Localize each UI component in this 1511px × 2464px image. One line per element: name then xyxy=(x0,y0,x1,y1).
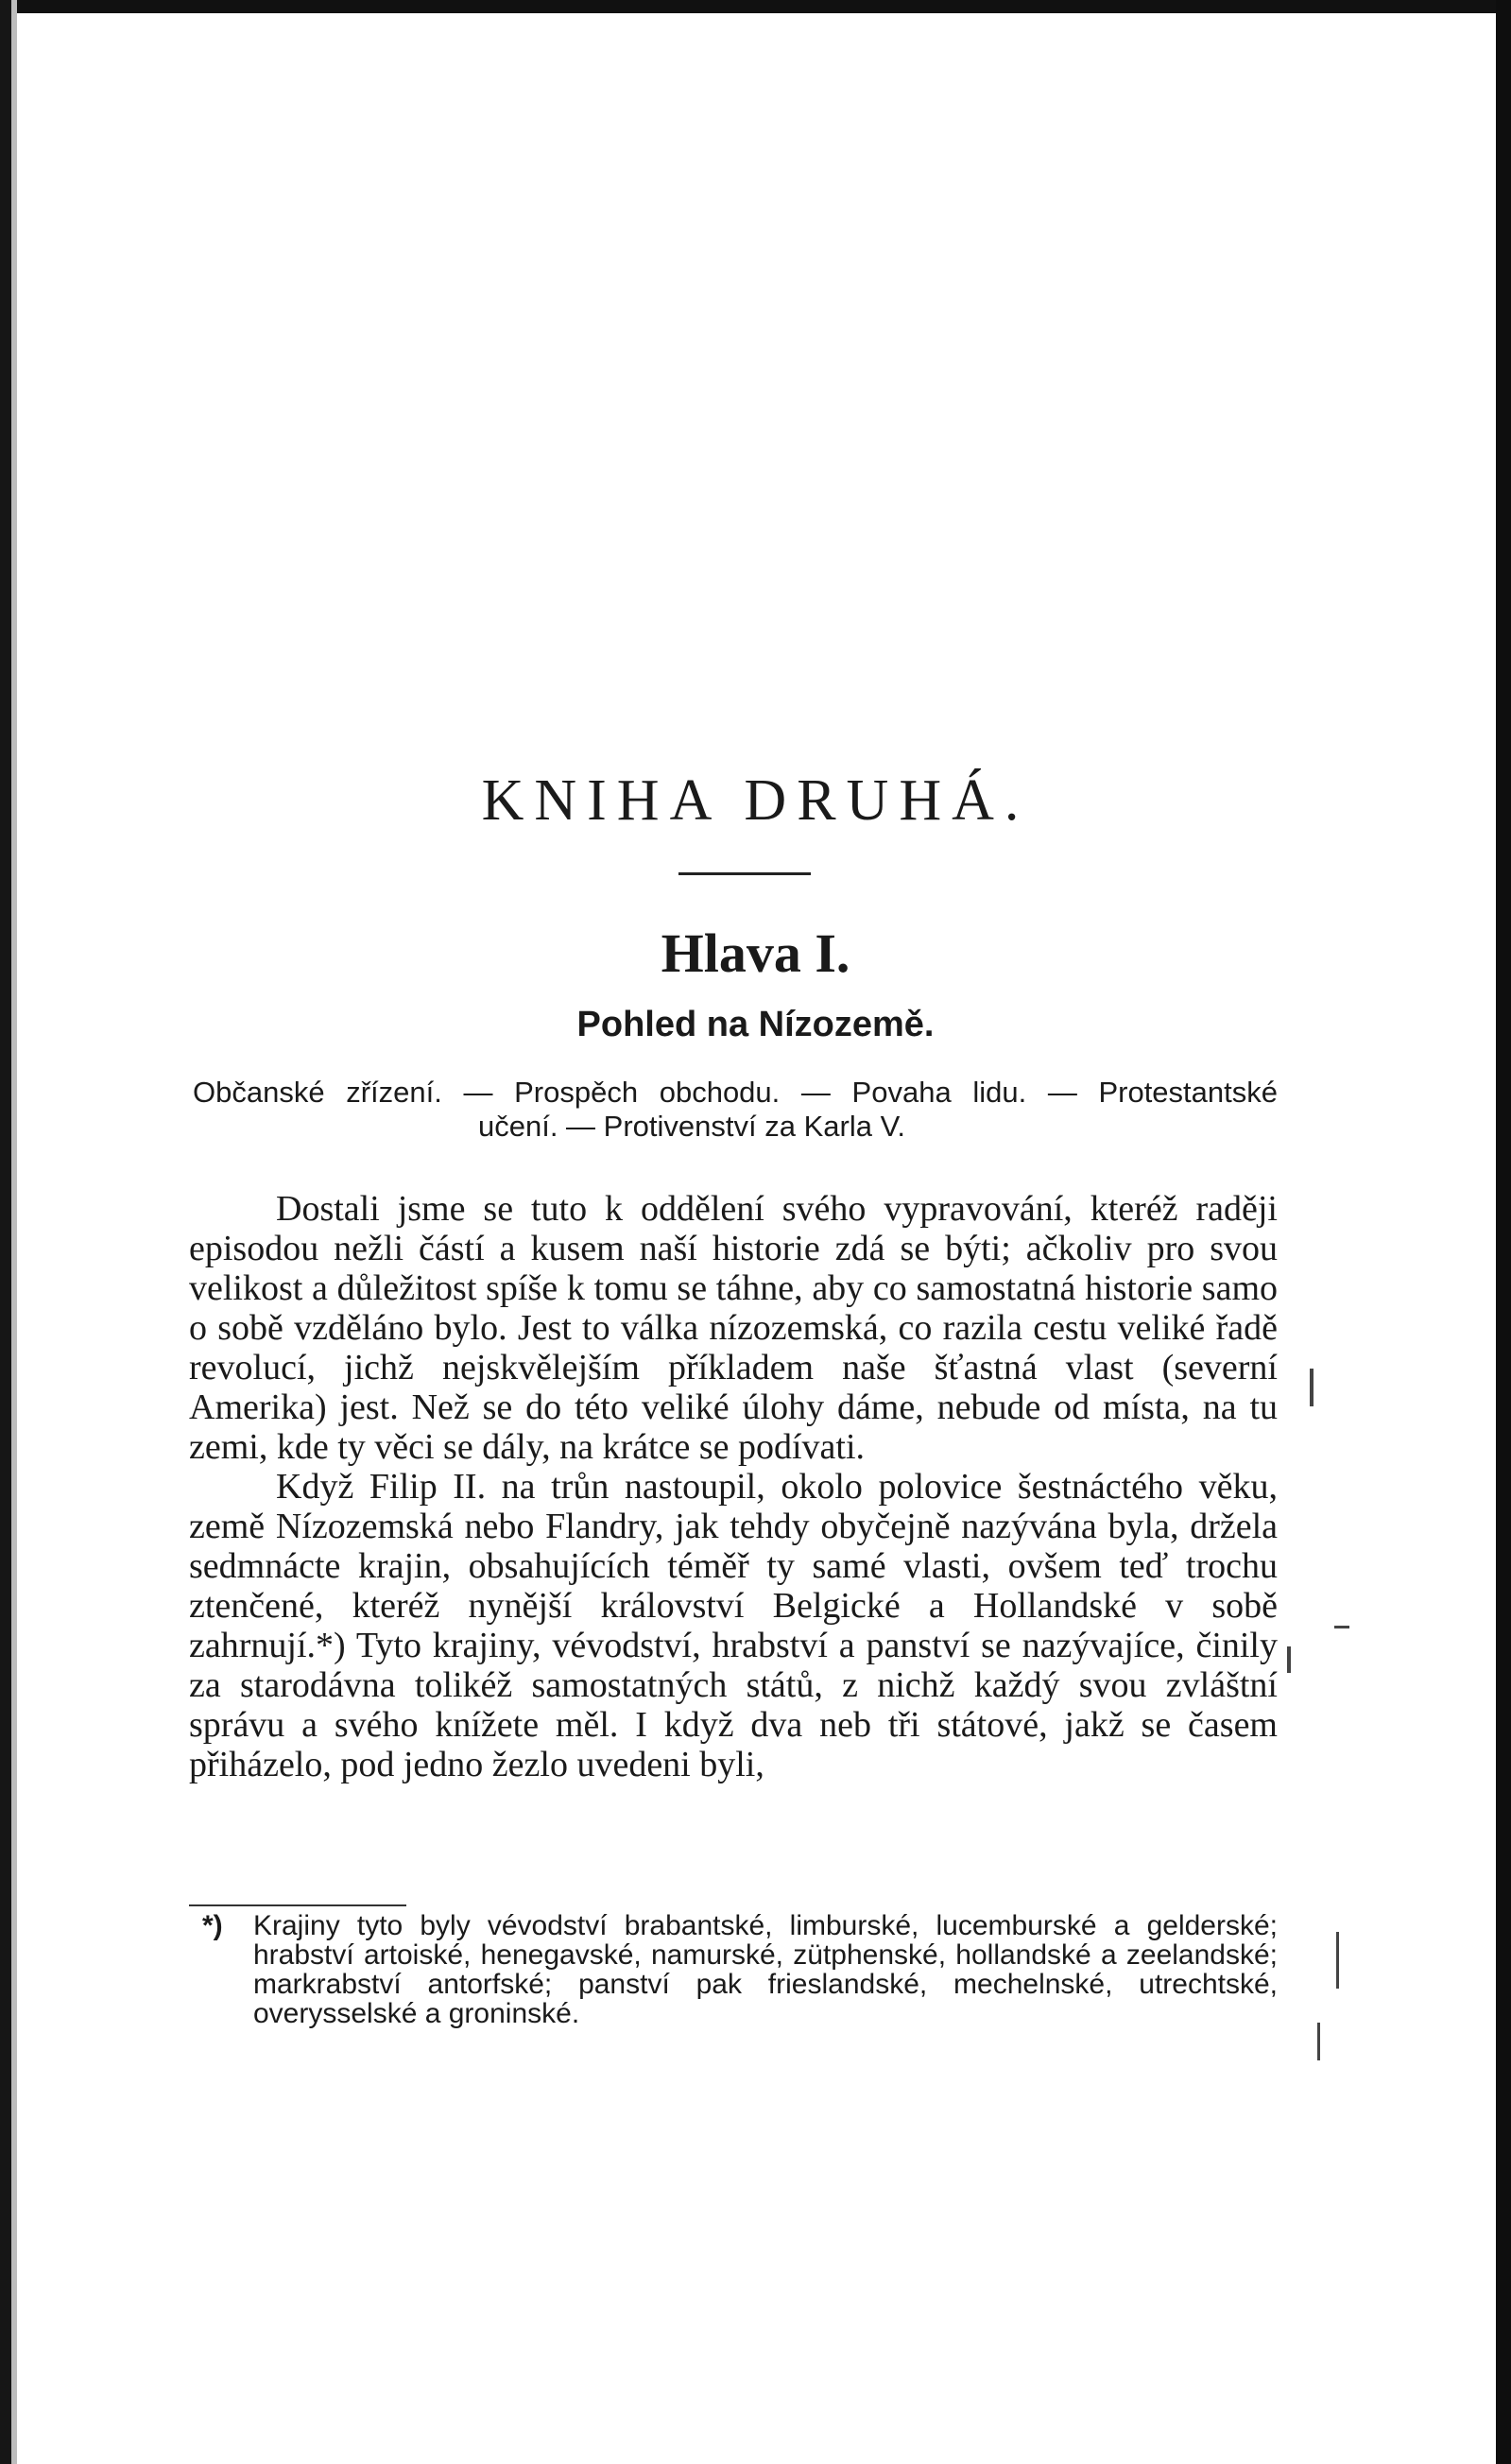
margin-mark xyxy=(1334,1626,1349,1628)
chapter-subtitle: Pohled na Nízozemě. xyxy=(576,1005,935,1044)
body-text xyxy=(189,1189,1278,1784)
paragraph: Když Filip II. na trůn nastoupil, okolo polovice šestnáctého věku, země Nízozemská nebo Flandry, jak tehdy obyčejně nazývána byla, držela sedmnácte krajin, obsahujících téměř ty samé vlasti, ovšem teď trochu ztenčené, kteréž nynější království Belgické a Hollandské v sobě zahrnují.*) Tyto krajiny, vévodství, hrabství a panství se nazývajíce, činily za starodávna tolikéž samostatných států, z nichž každý svou zvláštní správu a svého knížete měl. I když dva neb tři státové, jakž se časem přiházelo, pod jedno žezlo uvedeni byli, xyxy=(189,1467,1278,1784)
footnote xyxy=(202,1910,1278,2029)
footnote-text: Krajiny tyto byly vévodství brabantské, limburské, lucemburské a gelderské; hrabství artoiské, henegavské, namurské, zütphenské, hollandské a zeelandské; markrabství antorfské; panství pak frieslandské, mechelnské, utrechtské, overysselské a groninské. xyxy=(253,1910,1278,2029)
chapter-summary-line-1: Občanské zřízení. — Prospěch obchodu. — Povaha lidu. — Protestantské xyxy=(193,1076,1278,1109)
title-divider xyxy=(678,872,811,875)
chapter-summary-line-2: učení. — Protivenství za Karla V. xyxy=(478,1110,906,1143)
margin-mark xyxy=(1317,2023,1320,2060)
footnote-mark: *) xyxy=(202,1910,223,1941)
margin-mark xyxy=(1336,1932,1339,1989)
margin-mark xyxy=(1287,1646,1291,1673)
book-title: KNIHA DRUHÁ. xyxy=(481,768,1030,833)
footnote-divider xyxy=(189,1904,406,1906)
paragraph: Dostali jsme se tuto k oddělení svého vypravování, kteréž raději episodou nežli částí a kusem naší historie zdá se býti; ačkoliv pro svou velikost a důležitost spíše k tomu se táhne, aby co samostatná historie samo o sobě vzděláno bylo. Jest to válka nízozemská, co razila cestu veliké řadě revolucí, jichž nejskvělejším příkladem naše šťastná vlast (severní Amerika) jest. Než se do této veliké úlohy dáme, nebude od místa, na tu zemi, kde ty věci se dály, na krátce se podívati. xyxy=(189,1189,1278,1467)
chapter-summary xyxy=(193,1076,1278,1144)
margin-mark xyxy=(1310,1369,1314,1406)
chapter-title: Hlava I. xyxy=(661,922,850,984)
